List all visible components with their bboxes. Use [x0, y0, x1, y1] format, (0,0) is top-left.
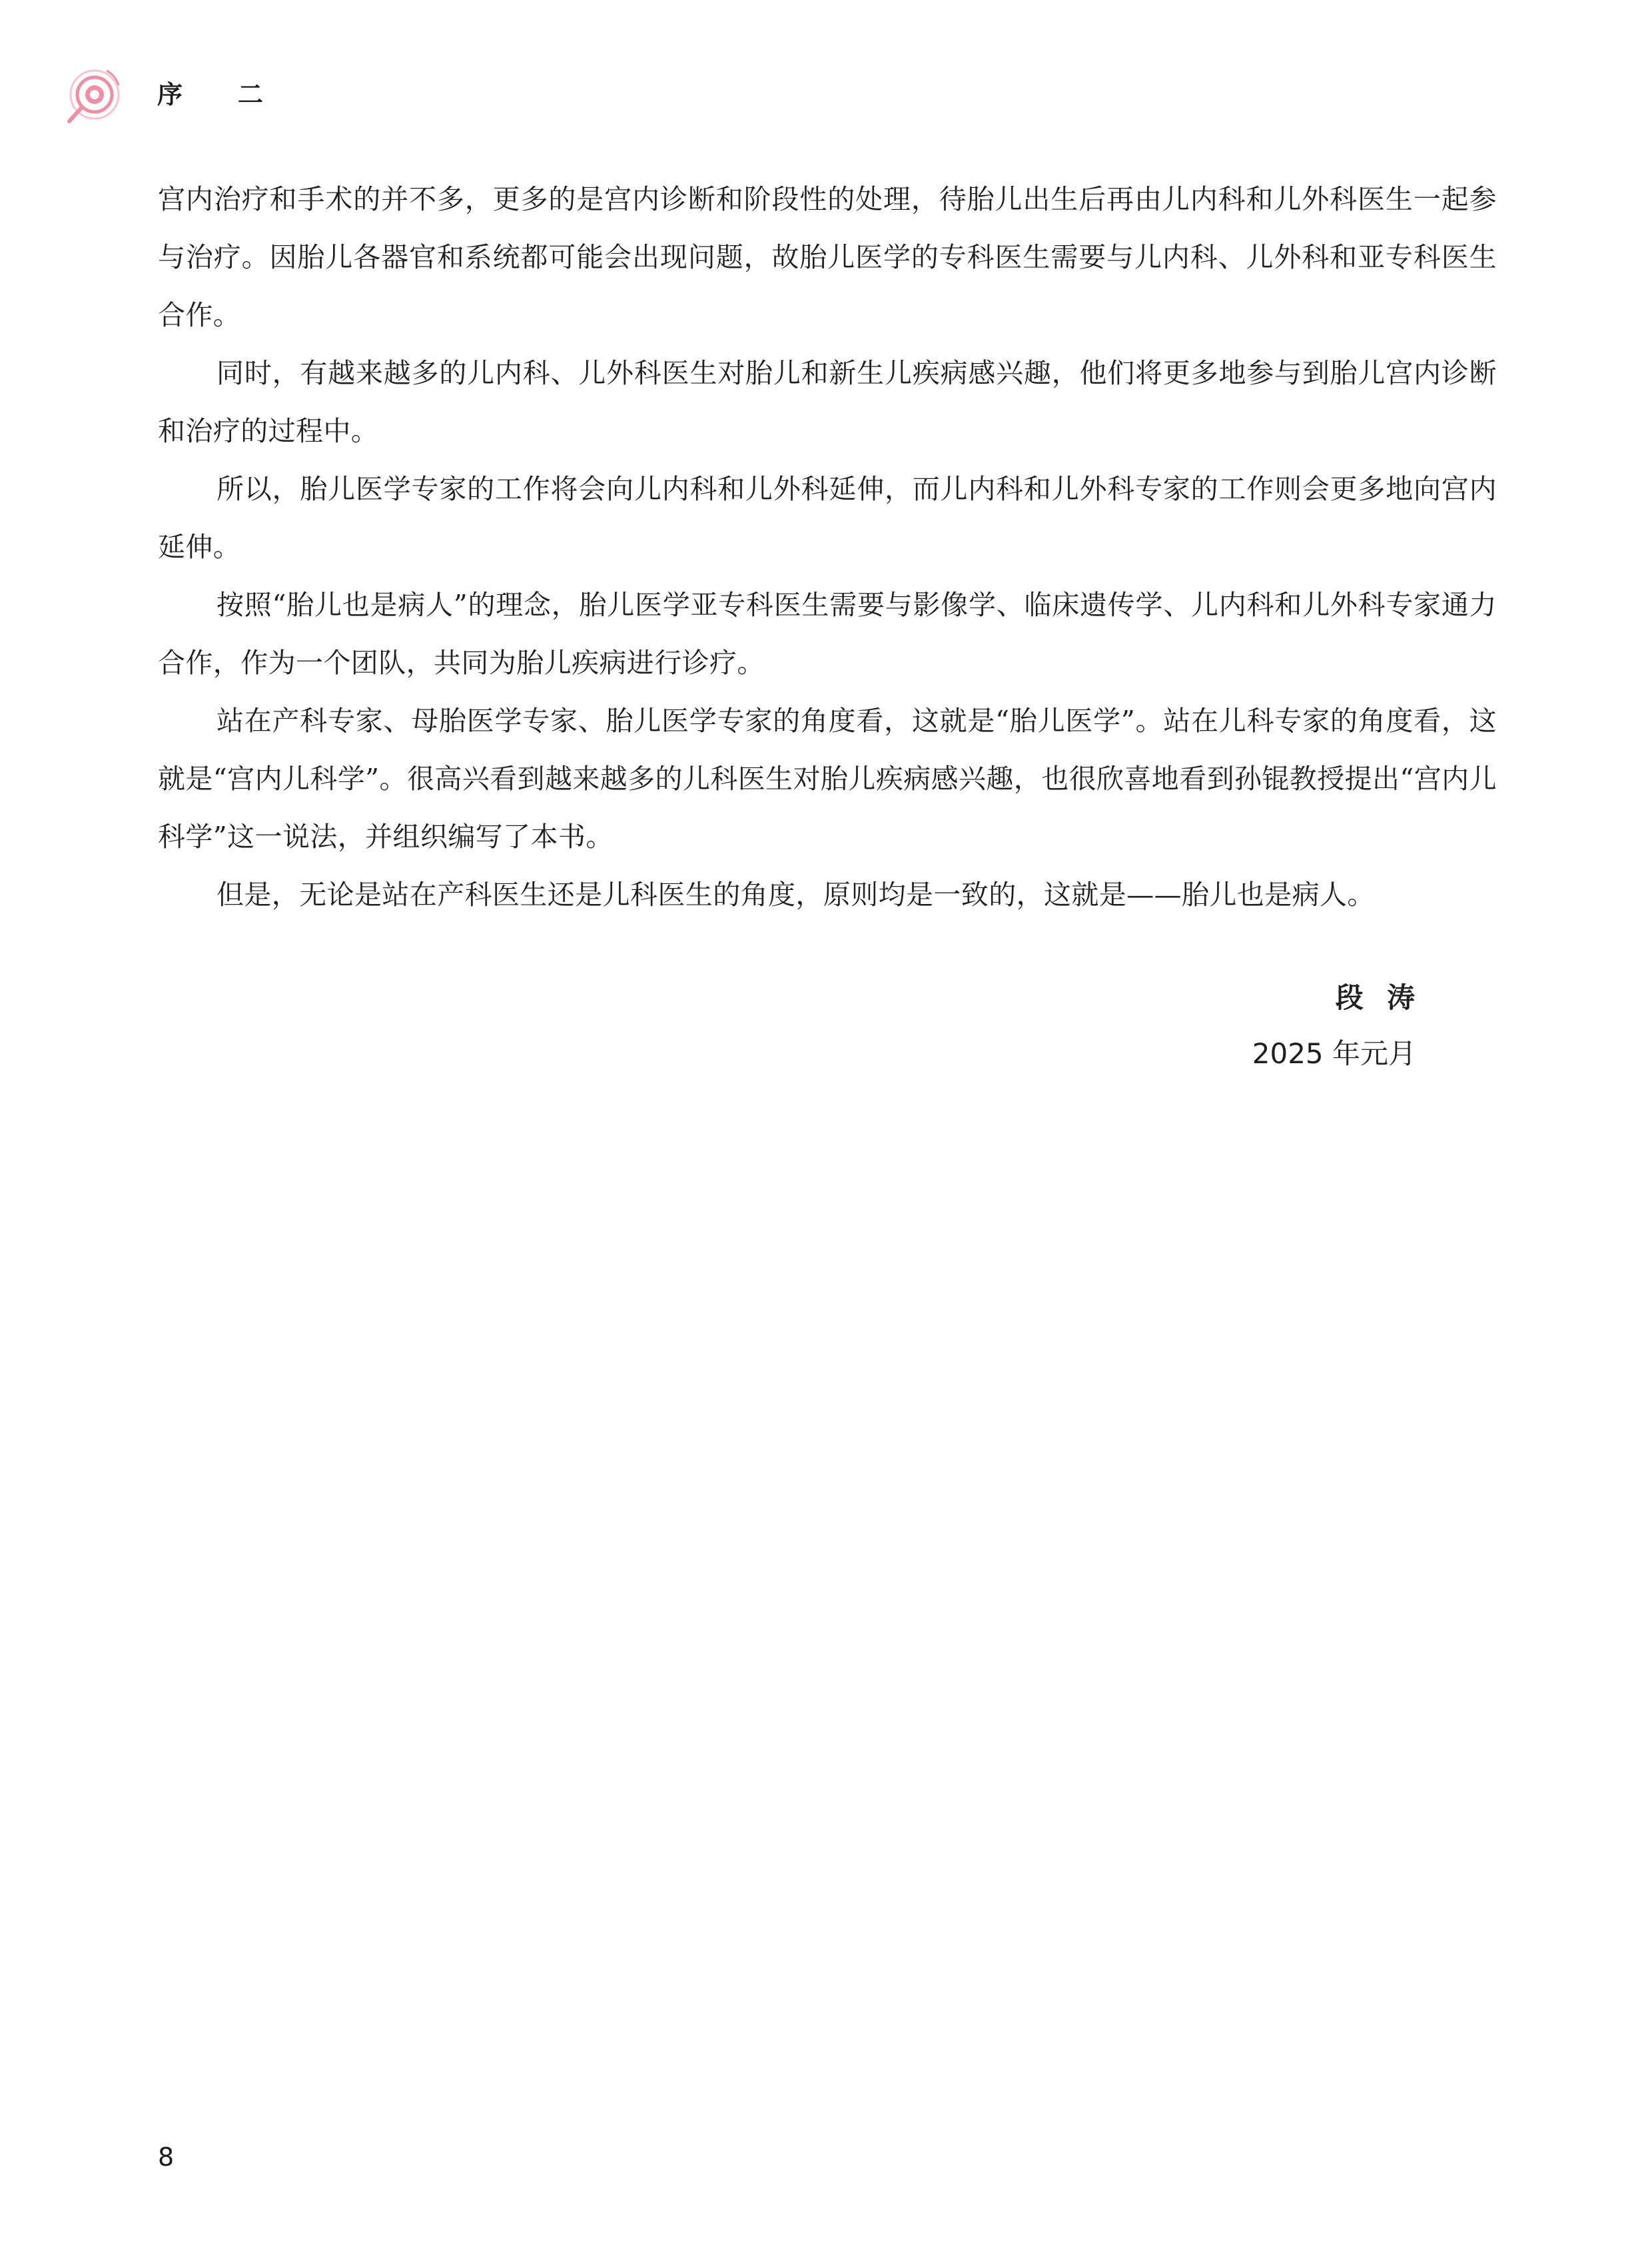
section-title: 序 二 — [157, 80, 267, 109]
author-name: 段 涛 — [1335, 981, 1416, 1014]
paragraph: 按照“胎儿也是病人”的理念，胎儿医学亚专科医生需要与影像学、临床遗传学、儿内科和儿外科专家通力合作，作为一个团队，共同为胎儿疾病进行诊疗。 — [158, 589, 1497, 679]
paragraph: 同时，有越来越多的儿内科、儿外科医生对胎儿和新生儿疾病感兴趣，他们将更多地参与到胎儿宫内诊断和治疗的过程中。 — [158, 357, 1497, 447]
signature-block — [1252, 970, 1416, 1082]
signature-date: 2025 年元月 — [1252, 1037, 1416, 1070]
magnifier-circle-icon — [64, 64, 128, 128]
preface-body — [158, 171, 1497, 924]
paragraph: 但是，无论是站在产科医生还是儿科医生的角度，原则均是一致的，这就是——胎儿也是病人。 — [216, 879, 1375, 911]
paragraph: 宫内治疗和手术的并不多，更多的是宫内诊断和阶段性的处理，待胎儿出生后再由儿内科和儿外科医生一起参与治疗。因胎儿各器官和系统都可能会出现问题，故胎儿医学的专科医生需要与儿内科、儿外科和亚专科医生合作。 — [158, 183, 1497, 331]
paragraph: 站在产科专家、母胎医学专家、胎儿医学专家的角度看，这就是“胎儿医学”。站在儿科专家的角度看，这就是“宫内儿科学”。很高兴看到越来越多的儿科医生对胎儿疾病感兴趣，也很欣喜地看到孙锟教授提出“宫内儿科学”这一说法，并组织编写了本书。 — [158, 705, 1497, 853]
page-header — [64, 64, 464, 128]
paragraph: 所以，胎儿医学专家的工作将会向儿内科和儿外科延伸，而儿内科和儿外科专家的工作则会更多地向宫内延伸。 — [158, 473, 1497, 563]
page-number: 8 — [158, 2142, 175, 2172]
